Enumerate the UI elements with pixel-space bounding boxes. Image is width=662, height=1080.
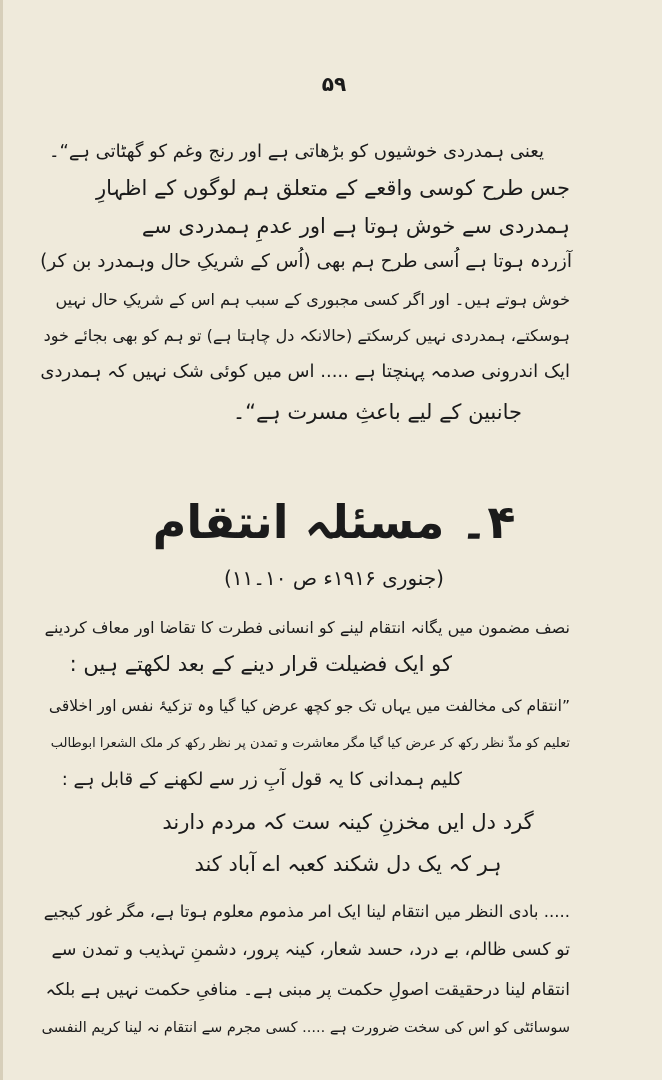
verse-line: گرد دل ایں مخزنِ کینہ ست کہ مردم دارند — [162, 810, 534, 834]
quote-line: تعلیم کو مدِّ نظر رکھ کر عرض کیا گیا مگر معاشرت و تمدن پر نظر رکھ کر ملک الشعرا ابوطالب — [50, 736, 570, 751]
closing-line: ..... بادی النظر میں انتقام لینا ایک امر مذموم معلوم ہوتا ہے، مگر غور کیجیے — [43, 902, 570, 921]
intro-line: ہمدردی سے خوش ہوتا ہے اور عدمِ ہمدردی سے — [141, 214, 570, 238]
body-line: کو ایک فضیلت قرار دینے کے بعد لکھتے ہیں : — [69, 652, 452, 676]
intro-line: یعنی ہمدردی خوشیوں کو بڑھاتی ہے اور رنج وغم کو گھٹاتی ہے“۔ — [48, 141, 544, 162]
quote-line: کلیم ہمدانی کا یہ قول آبِ زر سے لکھنے کے قابل ہے : — [61, 769, 462, 790]
quote-line: ”انتقام کی مخالفت میں یہاں تک جو کچھ عرض کیا گیا وہ تزکیۂ نفس اور اخلاقی — [48, 697, 570, 715]
section-date: (جنوری ۱۹۱۶ء ص ۱۰۔۱۱) — [224, 566, 444, 590]
closing-line: تو کسی ظالم، بے درد، حسد شعار، کینہ پرور، دشمنِ تہذیب و تمدن سے — [51, 940, 570, 960]
page-number: ۵۹ — [321, 72, 347, 96]
intro-line: ہوسکتے، ہمدردی نہیں کرسکتے (حالانکہ دل چاہتا ہے) تو ہم کو بھی بجائے خود — [43, 326, 570, 345]
verse-line: ہر کہ یک دل شکند کعبہ اے آباد کند — [194, 852, 502, 876]
intro-line: جس طرح کوسی واقعے کے متعلق ہم لوگوں کے اظہارِ — [95, 176, 570, 200]
closing-line: انتقام لینا درحقیقت اصولِ حکمت پر مبنی ہے۔ منافیِ حکمت نہیں ہے بلکہ — [45, 980, 570, 1000]
section-heading: ۴۔ مسئلہ انتقام — [152, 495, 516, 549]
body-line: نصف مضمون میں یگانہ انتقام لینے کو انسانی فطرت کا تقاضا اور معاف کردینے — [44, 618, 570, 637]
intro-line: آزردہ ہوتا ہے اُسی طرح ہم بھی (اُس کے شریکِ حال وہمدرد بن کر) — [40, 251, 572, 272]
intro-line: ایک اندرونی صدمہ پہنچتا ہے ..... اس میں کوئی شک نہیں کہ ہمدردی — [40, 361, 570, 382]
intro-line: جانبین کے لیے باعثِ مسرت ہے“۔ — [232, 400, 522, 424]
closing-line: سوسائٹی کو اس کی سخت ضرورت ہے ..... کسی مجرم سے انتقام نہ لینا کریم النفسی — [41, 1020, 570, 1036]
intro-line: خوش ہوتے ہیں۔ اور اگر کسی مجبوری کے سبب ہم اس کے شریکِ حال نہیں — [55, 290, 570, 309]
